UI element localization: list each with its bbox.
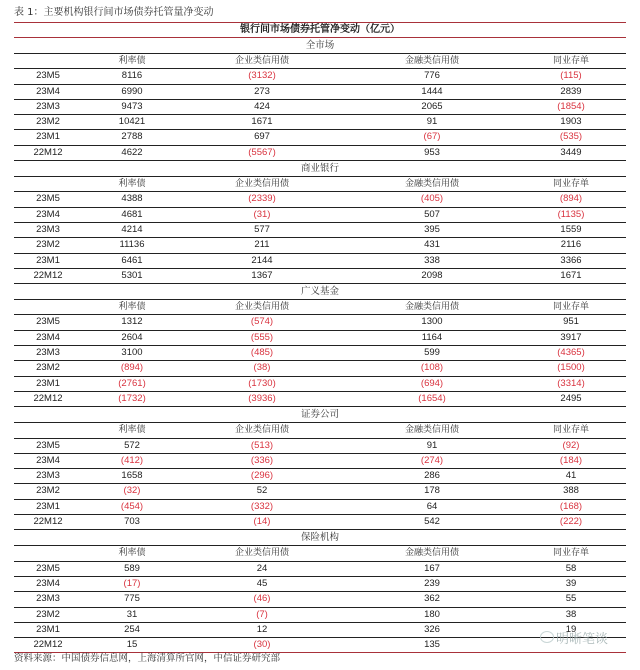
table-row	[14, 484, 626, 498]
table-row	[14, 392, 626, 406]
value-cell: 3100	[121, 347, 143, 359]
value-cell: 1367	[251, 269, 273, 281]
value-cell: 180	[424, 608, 440, 620]
value-cell: 577	[254, 223, 270, 235]
period-cell: 23M1	[36, 623, 60, 635]
value-cell: 953	[424, 146, 440, 158]
wechat-icon	[540, 631, 554, 643]
period-cell: 23M2	[36, 362, 60, 374]
value-cell: (1135)	[557, 208, 585, 220]
value-cell: 2604	[121, 331, 143, 343]
value-cell: 542	[424, 516, 440, 528]
value-cell: 3366	[560, 254, 582, 266]
value-cell: 776	[424, 70, 440, 82]
value-cell: (222)	[559, 516, 583, 528]
table-row	[14, 315, 626, 329]
table-caption: 表 1：主要机构银行间市场债券托管量净变动	[14, 7, 214, 18]
value-cell: 5301	[121, 269, 143, 281]
column-header: 金融类信用债	[404, 56, 459, 66]
column-header-row	[14, 423, 626, 437]
value-cell: (485)	[250, 347, 274, 359]
value-cell: 507	[424, 208, 440, 220]
value-cell: 395	[424, 223, 440, 235]
value-cell: 1658	[121, 470, 143, 482]
value-cell: (454)	[120, 500, 144, 512]
period-cell: 23M4	[36, 208, 60, 220]
table-row	[14, 346, 626, 360]
table-row	[14, 269, 626, 283]
period-cell: 22M12	[33, 516, 63, 528]
column-header-row	[14, 54, 626, 68]
value-cell: (332)	[250, 500, 274, 512]
value-cell: 15	[126, 639, 138, 651]
column-header: 同业存单	[552, 302, 589, 313]
table-row	[14, 208, 626, 222]
value-cell: 10421	[118, 116, 146, 128]
column-header: 利率债	[118, 425, 146, 436]
period-cell: 23M2	[36, 608, 60, 620]
column-header: 利率债	[118, 56, 146, 66]
period-cell: 23M2	[36, 485, 60, 497]
value-cell: 1300	[421, 316, 443, 328]
table-row	[14, 85, 626, 99]
period-cell: 23M2	[36, 239, 60, 251]
value-cell: 326	[424, 623, 440, 635]
value-cell: (17)	[123, 577, 141, 589]
column-header-row	[14, 177, 626, 191]
period-cell: 22M12	[33, 639, 63, 651]
value-cell: (4365)	[557, 347, 585, 359]
value-cell: 31	[126, 608, 138, 620]
value-cell: 2495	[560, 392, 582, 404]
value-cell: (894)	[559, 193, 583, 205]
value-cell: 3917	[560, 331, 582, 343]
column-header-row	[14, 546, 626, 560]
section-label: 广义基金	[300, 286, 339, 298]
value-cell: 1671	[560, 269, 582, 281]
column-header: 企业类信用债	[234, 548, 289, 559]
table-row	[14, 454, 626, 468]
value-cell: (3132)	[248, 70, 276, 82]
value-cell: 589	[124, 562, 140, 574]
value-cell: 239	[424, 577, 440, 589]
period-cell: 23M3	[36, 593, 60, 605]
period-cell: 23M4	[36, 454, 60, 466]
value-cell: (46)	[253, 593, 271, 605]
period-cell: 23M5	[36, 439, 60, 451]
period-cell: 23M5	[36, 193, 60, 205]
column-header: 利率债	[118, 302, 146, 313]
value-cell: 1671	[251, 116, 273, 128]
value-cell: (412)	[120, 454, 144, 466]
period-cell: 23M2	[36, 116, 60, 128]
value-cell: 6461	[121, 254, 143, 266]
value-cell: (92)	[562, 439, 580, 451]
column-header: 企业类信用债	[234, 56, 289, 66]
value-cell: (14)	[253, 516, 271, 528]
watermark: 明晰笔谈	[556, 632, 609, 647]
table-row	[14, 439, 626, 453]
period-cell: 23M3	[36, 100, 60, 112]
table-row	[14, 623, 626, 637]
value-cell: 45	[256, 577, 268, 589]
table-row	[14, 608, 626, 622]
column-header: 金融类信用债	[404, 548, 459, 559]
value-cell: 4622	[121, 146, 143, 158]
value-cell: (30)	[253, 639, 271, 651]
value-cell: 775	[124, 593, 140, 605]
value-cell: (5567)	[248, 146, 276, 158]
value-cell: (1730)	[248, 377, 276, 389]
value-cell: 1444	[421, 85, 443, 97]
value-cell: (7)	[256, 608, 268, 620]
value-cell: (894)	[120, 362, 144, 374]
table-row	[14, 146, 626, 160]
table-row	[14, 562, 626, 576]
column-header: 金融类信用债	[404, 425, 459, 436]
value-cell: 19	[565, 623, 577, 635]
value-cell: 2144	[251, 254, 273, 266]
column-header: 金融类信用债	[404, 179, 459, 190]
value-cell: 8116	[121, 70, 143, 82]
bond-custody-table	[14, 22, 626, 653]
period-cell: 23M3	[36, 223, 60, 235]
column-header: 利率债	[118, 548, 146, 559]
column-header: 同业存单	[552, 425, 589, 436]
value-cell: 39	[565, 577, 577, 589]
value-cell: (1854)	[557, 100, 585, 112]
table-row	[14, 577, 626, 591]
value-cell: 52	[256, 485, 268, 497]
value-cell: 697	[254, 131, 270, 143]
value-cell: (67)	[423, 131, 441, 143]
column-header: 同业存单	[552, 179, 589, 190]
value-cell: 135	[424, 639, 440, 651]
value-cell: 1903	[560, 116, 582, 128]
period-cell: 23M5	[36, 70, 60, 82]
period-cell: 22M12	[33, 269, 63, 281]
value-cell: (3314)	[557, 377, 585, 389]
value-cell: 572	[124, 439, 140, 451]
value-cell: 4681	[121, 208, 143, 220]
column-header: 利率债	[118, 179, 146, 190]
value-cell: 286	[424, 470, 440, 482]
source-note: 资料来源：中国债券信息网，上海清算所官网，中信证券研究部	[14, 653, 281, 664]
column-header: 企业类信用债	[234, 425, 289, 436]
value-cell: (115)	[560, 70, 582, 82]
period-cell: 23M1	[36, 377, 60, 389]
table-row	[14, 515, 626, 529]
table-row	[14, 223, 626, 237]
table-row	[14, 192, 626, 206]
value-cell: 273	[254, 85, 270, 97]
value-cell: (184)	[559, 454, 583, 466]
column-header-row	[14, 300, 626, 314]
value-cell: (274)	[420, 454, 444, 466]
value-cell: (1500)	[557, 362, 585, 374]
value-cell: 599	[424, 347, 440, 359]
value-cell: 703	[124, 516, 140, 528]
value-cell: 431	[424, 239, 440, 251]
section-label: 商业银行	[300, 163, 339, 175]
period-cell: 23M1	[36, 254, 60, 266]
table-row	[14, 115, 626, 129]
table-row	[14, 69, 626, 83]
value-cell: (32)	[123, 485, 141, 497]
value-cell: 38	[565, 608, 577, 620]
table-row	[14, 500, 626, 514]
period-cell: 22M12	[33, 392, 63, 404]
value-cell: 41	[565, 470, 577, 482]
value-cell: 91	[426, 116, 438, 128]
table-row	[14, 254, 626, 268]
value-cell: 2065	[421, 100, 443, 112]
value-cell: (2761)	[118, 377, 146, 389]
value-cell: 951	[563, 316, 579, 328]
value-cell: 362	[424, 593, 440, 605]
value-cell: 12	[256, 623, 268, 635]
period-cell: 23M3	[36, 470, 60, 482]
section-label: 保险机构	[300, 532, 339, 544]
value-cell: 4214	[121, 223, 143, 235]
value-cell: 9473	[121, 100, 143, 112]
value-cell: 1312	[121, 316, 143, 328]
value-cell: 91	[426, 439, 438, 451]
period-cell: 23M4	[36, 577, 60, 589]
column-header: 企业类信用债	[234, 179, 289, 190]
section-label: 全市场	[305, 40, 335, 51]
value-cell: 424	[254, 100, 270, 112]
value-cell: 178	[424, 485, 440, 497]
value-cell: (38)	[253, 362, 271, 374]
value-cell: 3449	[560, 146, 582, 158]
value-cell: 2839	[560, 85, 582, 97]
value-cell: 4388	[121, 193, 143, 205]
table-row	[14, 130, 626, 144]
table-row	[14, 469, 626, 483]
column-header: 企业类信用债	[234, 302, 289, 313]
section-label: 证券公司	[300, 409, 339, 421]
value-cell: 167	[424, 562, 440, 574]
value-cell: 2788	[121, 131, 143, 143]
table-row	[14, 592, 626, 606]
value-cell: 1164	[421, 331, 443, 343]
value-cell: (296)	[250, 470, 274, 482]
period-cell: 23M1	[36, 500, 60, 512]
value-cell: (405)	[420, 193, 444, 205]
period-cell: 23M4	[36, 85, 60, 97]
period-cell: 22M12	[33, 146, 63, 158]
period-cell: 23M5	[36, 562, 60, 574]
value-cell: (535)	[559, 131, 583, 143]
table-row	[14, 377, 626, 391]
value-cell: (574)	[250, 316, 274, 328]
table-row	[14, 331, 626, 345]
value-cell: 338	[424, 254, 440, 266]
value-cell: 2098	[421, 269, 443, 281]
column-header: 金融类信用债	[404, 302, 459, 313]
table-row	[14, 238, 626, 252]
value-cell: 2116	[560, 239, 582, 251]
value-cell: 58	[565, 562, 577, 574]
value-cell: (1654)	[418, 392, 446, 404]
value-cell: (1732)	[118, 392, 146, 404]
value-cell: 211	[254, 239, 270, 251]
value-cell: (336)	[250, 454, 274, 466]
table-row	[14, 361, 626, 375]
value-cell: (694)	[420, 377, 444, 389]
value-cell: (555)	[250, 331, 274, 343]
value-cell: 1559	[560, 223, 582, 235]
value-cell: 55	[565, 593, 577, 605]
period-cell: 23M5	[36, 316, 60, 328]
period-cell: 23M1	[36, 131, 60, 143]
value-cell: 6990	[121, 85, 143, 97]
value-cell: 254	[124, 623, 140, 635]
value-cell: (3936)	[248, 392, 276, 404]
value-cell: 24	[256, 562, 268, 574]
value-cell: (108)	[420, 362, 444, 374]
value-cell: (2339)	[248, 193, 276, 205]
column-header: 同业存单	[552, 56, 589, 66]
value-cell: 388	[563, 485, 579, 497]
value-cell: (513)	[250, 439, 274, 451]
value-cell: (168)	[559, 500, 583, 512]
value-cell: 64	[426, 500, 438, 512]
column-header: 同业存单	[552, 548, 589, 559]
value-cell: 11136	[119, 239, 145, 251]
table-title: 银行间市场债券托管净变动（亿元）	[240, 24, 400, 35]
period-cell: 23M3	[36, 347, 60, 359]
table-row	[14, 100, 626, 114]
value-cell: (31)	[253, 208, 271, 220]
period-cell: 23M4	[36, 331, 60, 343]
